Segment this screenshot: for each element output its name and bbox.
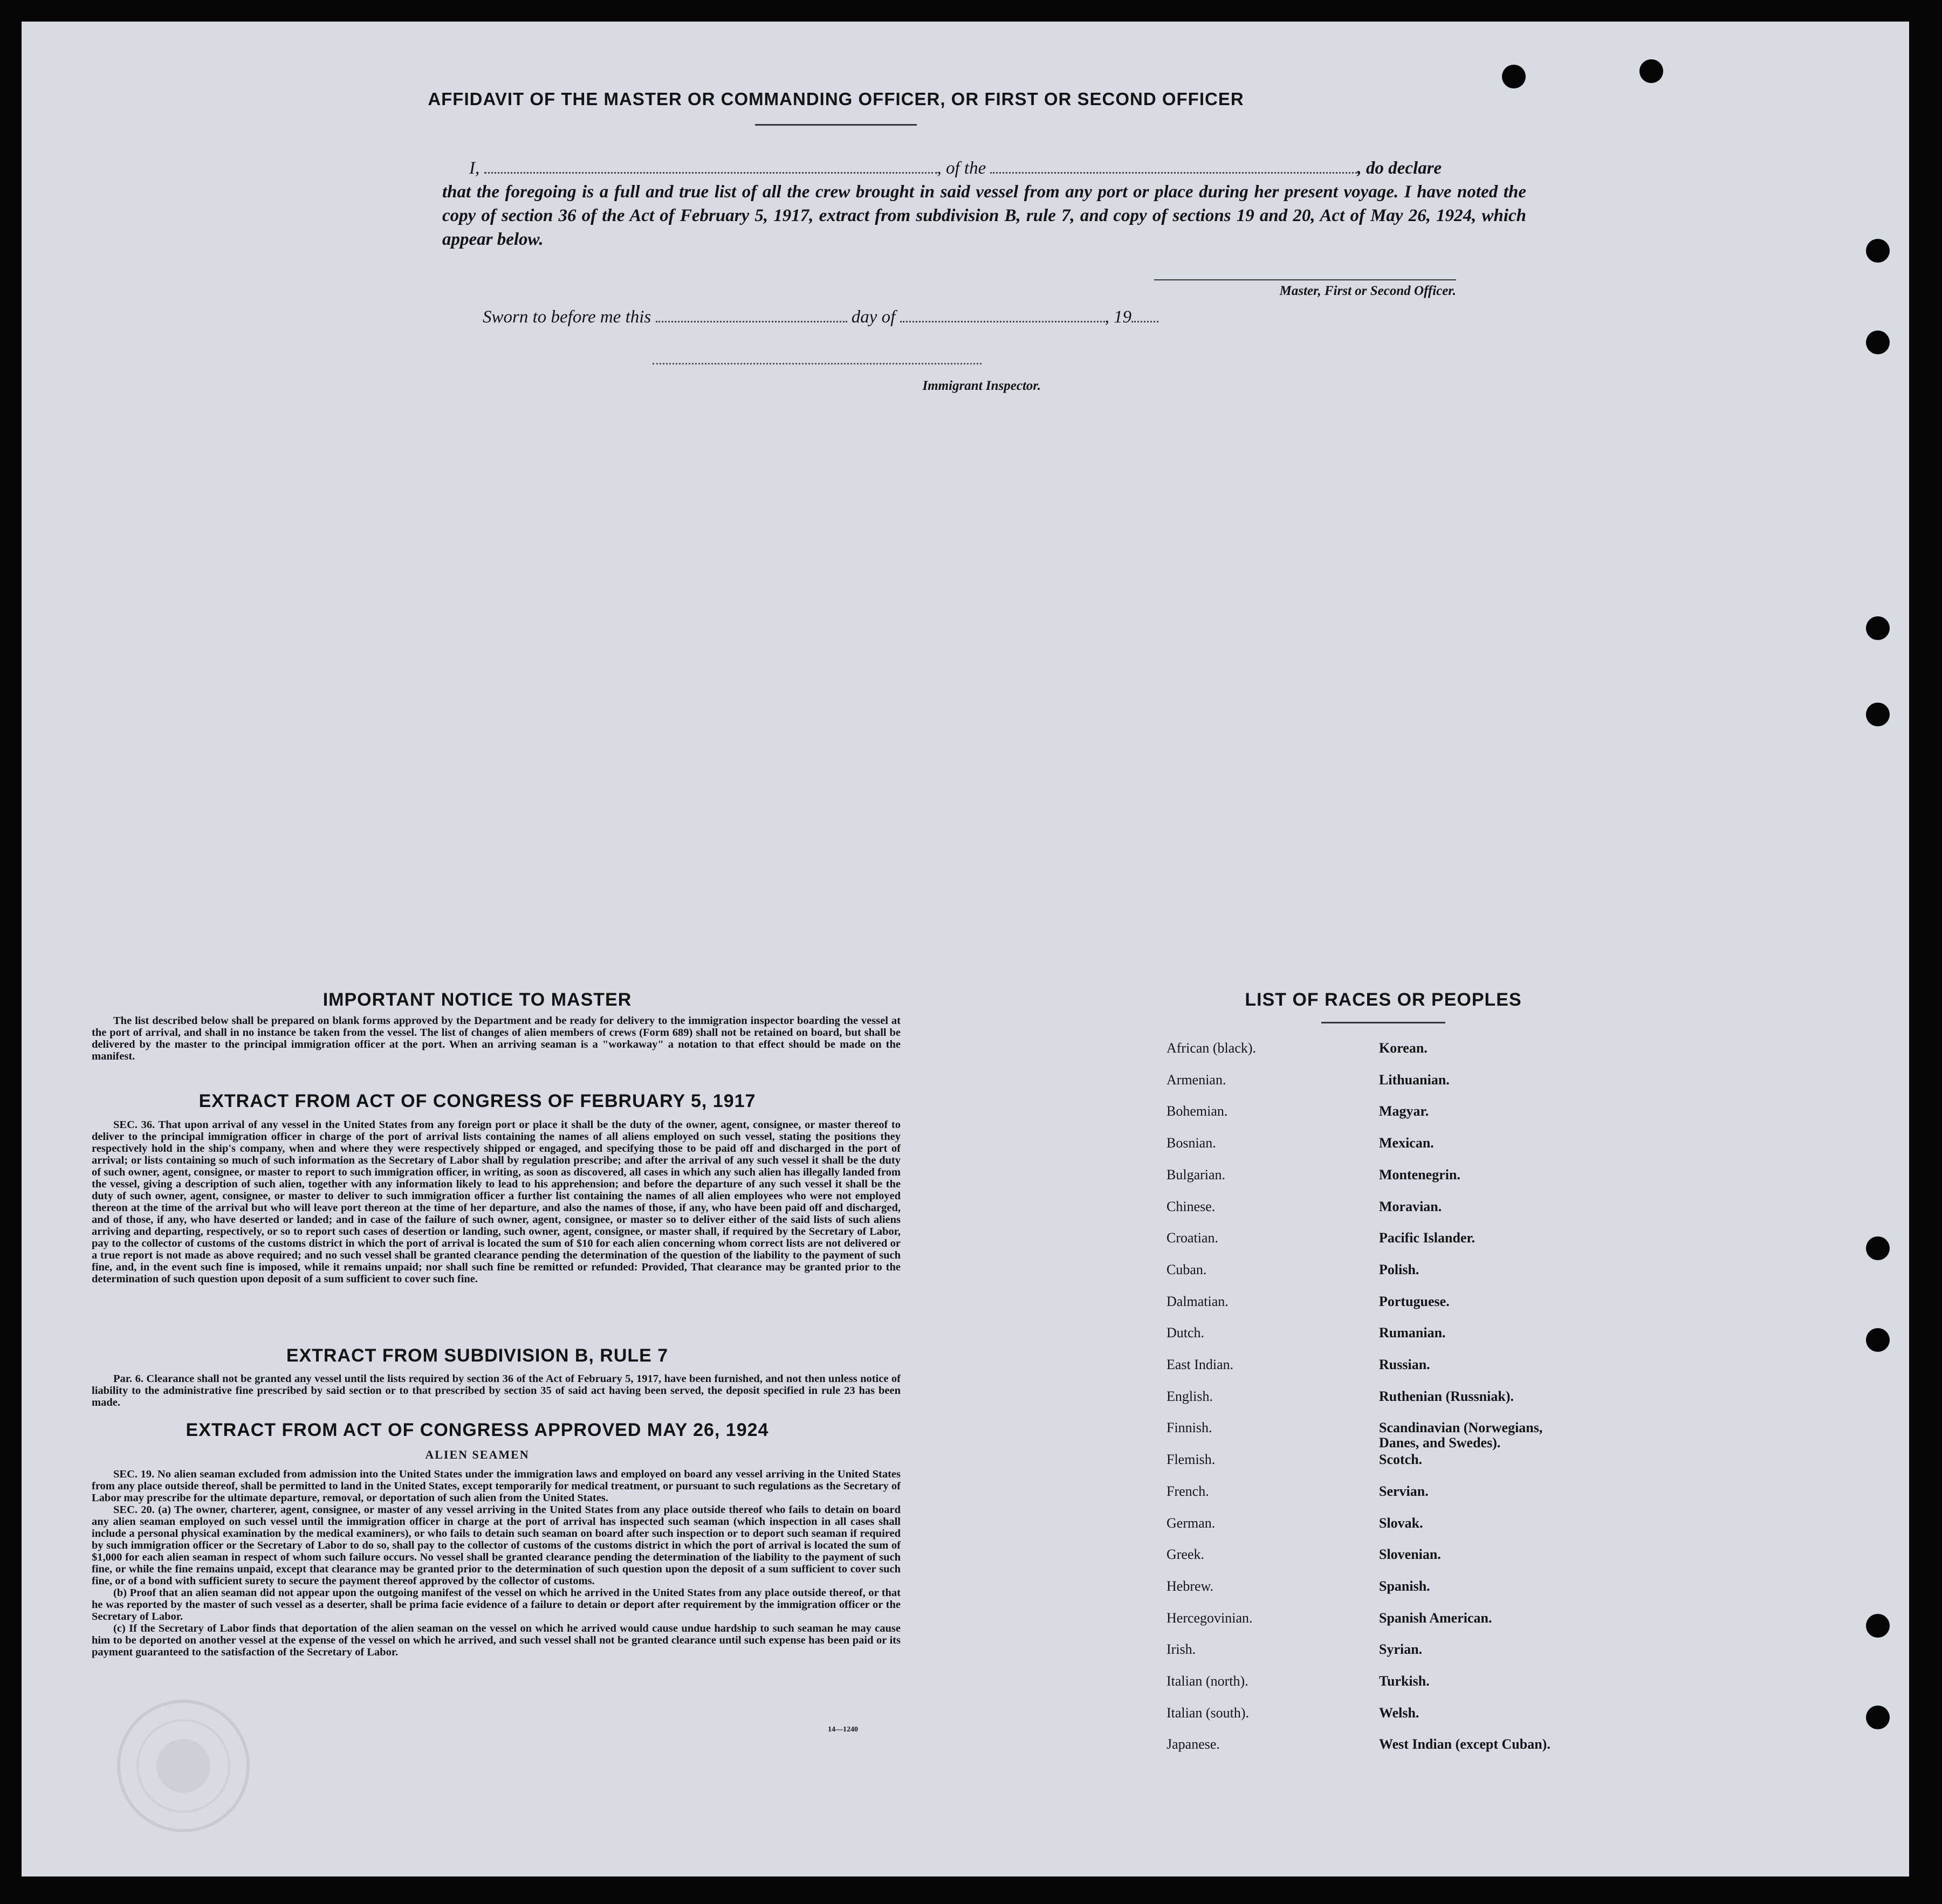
punch-hole-icon [1502,65,1526,88]
punch-hole-icon [1866,239,1890,263]
race-item: Spanish American. [1379,1610,1492,1626]
declare-label: , do declare [1357,159,1442,178]
race-item: Italian (north). [1166,1673,1248,1689]
race-item: French. [1166,1483,1209,1499]
race-item: Irish. [1166,1641,1196,1657]
of-the-label: , of the [937,159,986,178]
race-item: Slovak. [1379,1515,1423,1531]
inspector-signature-line[interactable] [653,363,982,365]
name-blank[interactable] [484,171,937,174]
notice-title: IMPORTANT NOTICE TO MASTER [322,989,632,1010]
affidavit-title: AFFIDAVIT OF THE MASTER OR COMMANDING OFFICER, OR FIRST OR SECOND OFFICER [428,89,1244,109]
race-item: Spanish. [1379,1578,1430,1594]
year-blank[interactable] [1131,320,1158,322]
subdivision-b-text: Par. 6. Clearance shall not be granted any vessel until the lists required by section 36 of the Act of February 5, 1917, have been furnished, and not then unless notice of liability to the administrative fine prescribed by said section or to that prescribed by section 35 of said act having been served, the deposit specified in rule 23 has been made. [92,1373,901,1408]
sworn-line [483,307,1238,327]
race-item: Armenian. [1166,1072,1226,1088]
vessel-blank[interactable] [990,171,1357,174]
race-item: Mexican. [1379,1135,1434,1151]
day-of-label: day of [851,307,896,327]
race-item: English. [1166,1389,1213,1404]
punch-hole-icon [1866,703,1890,726]
inspector-caption: Immigrant Inspector. [922,379,1041,393]
race-item: Servian. [1379,1483,1429,1499]
race-item: Turkish. [1379,1673,1430,1689]
sworn-date-blank[interactable] [656,320,847,322]
document-page [22,22,1909,1876]
race-item: Cuban. [1166,1262,1207,1277]
subdivision-b-title: EXTRACT FROM SUBDIVISION B, RULE 7 [286,1345,669,1366]
year-label: , 19 [1104,307,1132,327]
race-item: Bosnian. [1166,1135,1216,1151]
race-item: Ruthenian (Russniak). [1379,1389,1514,1404]
race-item: Rumanian. [1379,1325,1446,1341]
race-item: Polish. [1379,1262,1419,1277]
punch-hole-icon [1639,59,1663,83]
punch-hole-icon [1866,1328,1890,1352]
races-title-underline [1321,1022,1445,1023]
form-number: 14—1240 [828,1726,858,1734]
race-item: Flemish. [1166,1452,1216,1467]
race-item: Italian (south). [1166,1705,1250,1721]
race-item: West Indian (except Cuban). [1379,1736,1550,1752]
race-item: Croatian. [1166,1230,1219,1246]
race-item: Bulgarian. [1166,1167,1226,1183]
sec20c-text: (c) If the Secretary of Labor finds that deportation of the alien seaman on the vessel on which he arrived would cause undue hardship to such seaman he may cause him to be deported on another vessel at the expense of the vessel on which he arrived, and such vessel shall not be granted clearance until such expense has been paid or its payment guaranteed to the satisfaction of the Secretary of Labor. [92,1623,901,1658]
embossed-seal-icon [113,1696,253,1836]
race-item: Slovenian. [1379,1546,1441,1562]
race-item: Magyar. [1379,1103,1429,1119]
race-item: German. [1166,1515,1216,1531]
race-item: African (black). [1166,1040,1257,1056]
title-underline [755,124,917,126]
affidavit-declaration-line [442,156,1526,180]
sworn-prefix: Sworn to before me this [483,307,651,327]
race-item: Dalmatian. [1166,1294,1229,1309]
punch-hole-icon [1866,331,1890,354]
races-title: LIST OF RACES OR PEOPLES [1245,989,1522,1010]
master-signature-line[interactable] [1154,279,1456,280]
race-item: Portuguese. [1379,1294,1450,1309]
sworn-month-blank[interactable] [900,320,1105,322]
race-item: Greek. [1166,1546,1205,1562]
race-item: Finnish. [1166,1420,1212,1435]
sec20b-text: (b) Proof that an alien seaman did not appear upon the outgoing manifest of the vessel on which he arrived in the United States from any place outside thereof, or that he was reported by the master of such vessel as a deserter, shall be prima facie evidence of a failure to detain or deport after requirement by the immigration officer or the Secretary of Labor. [92,1587,901,1623]
punch-hole-icon [1866,1706,1890,1729]
sec19-text: SEC. 19. No alien seaman excluded from admission into the United States under the immigration laws and employed on board any vessel arriving in the United States from any place outside thereof, shall be permitted to land in the United States, except temporarily for medical treatment, or pursuant to such regulations as the Secretary of Labor may prescribe for the ultimate departure, removal, or deportation of such alien from the United States. [92,1468,901,1504]
race-item: Syrian. [1379,1641,1423,1657]
affidavit-paragraph: that the foregoing is a full and true list of all the crew brought in said vessel from any port or place during her present voyage. I have noted the copy of section 36 of the Act of February 5, 1917, extract from subdivision B, rule 7, and copy of sections 19 and 20, Act of May 26, 1924, which appear below. [442,182,1526,249]
extract-1917-title: EXTRACT FROM ACT OF CONGRESS OF FEBRUARY 5, 1917 [198,1091,756,1111]
race-item: Lithuanian. [1379,1072,1450,1088]
punch-hole-icon [1866,1236,1890,1260]
race-item: Dutch. [1166,1325,1205,1341]
race-item: Scotch. [1379,1452,1423,1467]
extract-1924-text [92,1468,901,1658]
alien-seamen-subtitle: ALIEN SEAMEN [425,1448,530,1461]
race-item: Hercegovinian. [1166,1610,1253,1626]
punch-hole-icon [1866,616,1890,640]
punch-hole-icon [1866,1614,1890,1638]
race-item: East Indian. [1166,1357,1234,1372]
race-item: Pacific Islander. [1379,1230,1476,1246]
race-item: Russian. [1379,1357,1430,1372]
master-caption: Master, First or Second Officer. [1279,284,1456,298]
race-item: Japanese. [1166,1736,1220,1752]
race-item: Moravian. [1379,1199,1442,1214]
race-item: Korean. [1379,1040,1428,1056]
sec20a-text: SEC. 20. (a) The owner, charterer, agent, consignee, or master of any vessel arriving in the United States from any place outside thereof who fails to detain on board any alien seaman employed on such vessel until the immigration officer in charge at the port of arrival has inspected such seaman (which inspection in all cases shall include a personal physical examination by the medical examiners), or who fails to detain such seaman on board after such inspection or to deport such seaman if required by such immigration officer or the Secretary of Labor to do so, shall pay to the collector of customs of the customs district in which the port of arrival is located the sum of $1,000 for each alien seaman in respect of whom such failure occurs. No vessel shall be granted clearance pending the determination of the liability to the payment of such fine, or while the fine remains unpaid, except that clearance may be granted prior to the determination of such question upon the deposit of a sum sufficient to cover such fine, or of a bond with sufficient surety to secure the payment thereof approved by the collector of customs. [92,1504,901,1587]
race-item: Bohemian. [1166,1103,1228,1119]
notice-text: The list described below shall be prepared on blank forms approved by the Department and be ready for delivery to the immigration inspector boarding the vessel at the port of arrival, and shall in no instance be taken from the vessel. The list of changes of alien members of crews (Form 689) shall not be retained on board, but shall be delivered by the master to the principal immigration officer at the port. When an arriving seaman is a "workaway" a notation to that effect should be made on the manifest. [92,1015,901,1062]
extract-1917-text: SEC. 36. That upon arrival of any vessel in the United States from any foreign port or place it shall be the duty of the owner, agent, consignee, or master thereof to deliver to the principal immigration officer in charge of the port of arrival lists containing the names of all aliens employed on such vessel, stating the positions they respectively hold in the ship's company, when and where they were respectively shipped or engaged, and specifying those to be paid off and discharged in the port of arrival; or lists containing so much of such information as the Secretary of Labor shall by regulation prescribe; and after the arrival of any such vessel it shall be the duty of such owner, agent, consignee, or master to report to such immigration officer, in writing, as soon as discovered, all cases in which any such alien has illegally landed from the vessel, giving a description of such alien, together with any information likely to lead to his apprehension; and before the departure of any such vessel it shall be the duty of such owner, agent, consignee, or master to deliver to such immigration officer a further list containing the names of all alien employees who were not employed thereon at the time of the arrival but who will leave port thereon at the time of her departure, and also the names of those, if any, who have been paid off and discharged, and of those, if any, who have deserted or landed; and in case of the failure of such owner, agent, consignee, or master so to deliver either of the said lists of such aliens arriving and departing, respectively, or so to report such cases of desertion or landing, such owner, agent, consignee, or master shall, if required by the Secretary of Labor, pay to the collector of customs of the customs district in which the port of arrival is located the sum of $10 for each alien concerning whom correct lists are not delivered or a true report is not made as above required; and no such vessel shall be granted clearance pending the determination of the question of the liability to the payment of such fine, and, in the event such fine is imposed, while it remains unpaid; nor shall such fine be remitted or refunded: Provided, That clearance may be granted prior to the determination of such question upon deposit of a sum sufficient to cover such fine. [92,1119,901,1285]
extract-1924-title: EXTRACT FROM ACT OF CONGRESS APPROVED MAY 26, 1924 [186,1420,769,1440]
race-item: Scandinavian (Norwegians, Danes, and Swedes). [1379,1420,1543,1451]
i-label: I, [469,159,480,178]
race-item: Welsh. [1379,1705,1419,1721]
race-item: Hebrew. [1166,1578,1214,1594]
race-item: Chinese. [1166,1199,1216,1214]
race-item: Montenegrin. [1379,1167,1460,1183]
